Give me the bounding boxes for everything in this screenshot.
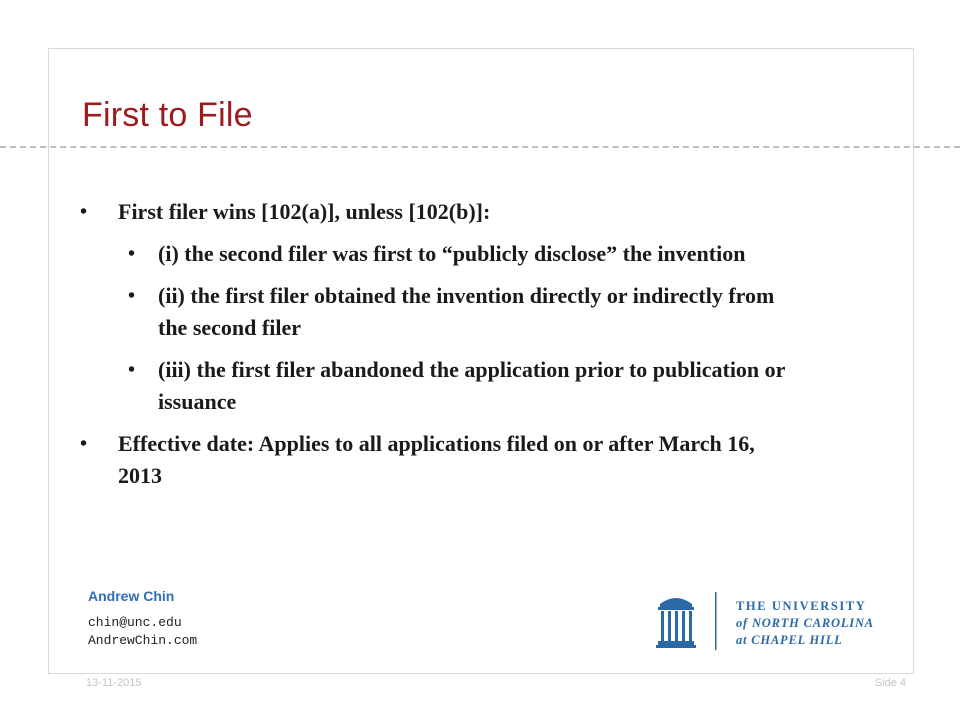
bullet-item — [74, 196, 794, 228]
footer-date: 13-11-2015 — [86, 677, 142, 689]
unc-logo — [656, 590, 886, 652]
sub-bullet-text: (i) the second filer was first to “publicly disclose” the invention — [158, 241, 746, 266]
slide-content — [74, 196, 794, 502]
sub-bullet-item — [74, 238, 794, 270]
logo-divider — [715, 592, 717, 650]
bullet-icon: • — [80, 433, 88, 455]
author-email[interactable]: chin@unc.edu — [88, 615, 182, 630]
bullet-icon: • — [128, 285, 136, 307]
bullet-text: First filer wins [102(a)], unless [102(b)]: — [118, 199, 491, 224]
logo-line-2: of NORTH CAROLINA — [736, 616, 874, 630]
slide-title: First to File — [82, 96, 253, 134]
bullet-icon: • — [128, 243, 136, 265]
bullet-icon: • — [128, 359, 136, 381]
bullet-text: Effective date: Applies to all applications filed on or after March 16, 2013 — [118, 431, 755, 488]
logo-line-1: THE UNIVERSITY — [736, 599, 867, 613]
sub-bullet-item — [74, 280, 794, 344]
title-divider — [0, 146, 960, 148]
sub-bullet-text: (ii) the first filer obtained the invention directly or indirectly from the second filer — [158, 283, 775, 340]
bullet-item — [74, 428, 794, 492]
author-name: Andrew Chin — [88, 588, 175, 604]
sub-bullet-text: (iii) the first filer abandoned the application prior to publication or issuance — [158, 357, 786, 414]
sub-bullet-item — [74, 354, 794, 418]
logo-line-3: at CHAPEL HILL — [736, 633, 843, 647]
author-website[interactable]: AndrewChin.com — [88, 633, 198, 648]
bullet-icon: • — [80, 201, 88, 223]
old-well-icon — [656, 598, 696, 648]
footer-slide-number: Side 4 — [874, 677, 906, 689]
author-contact — [88, 614, 197, 650]
